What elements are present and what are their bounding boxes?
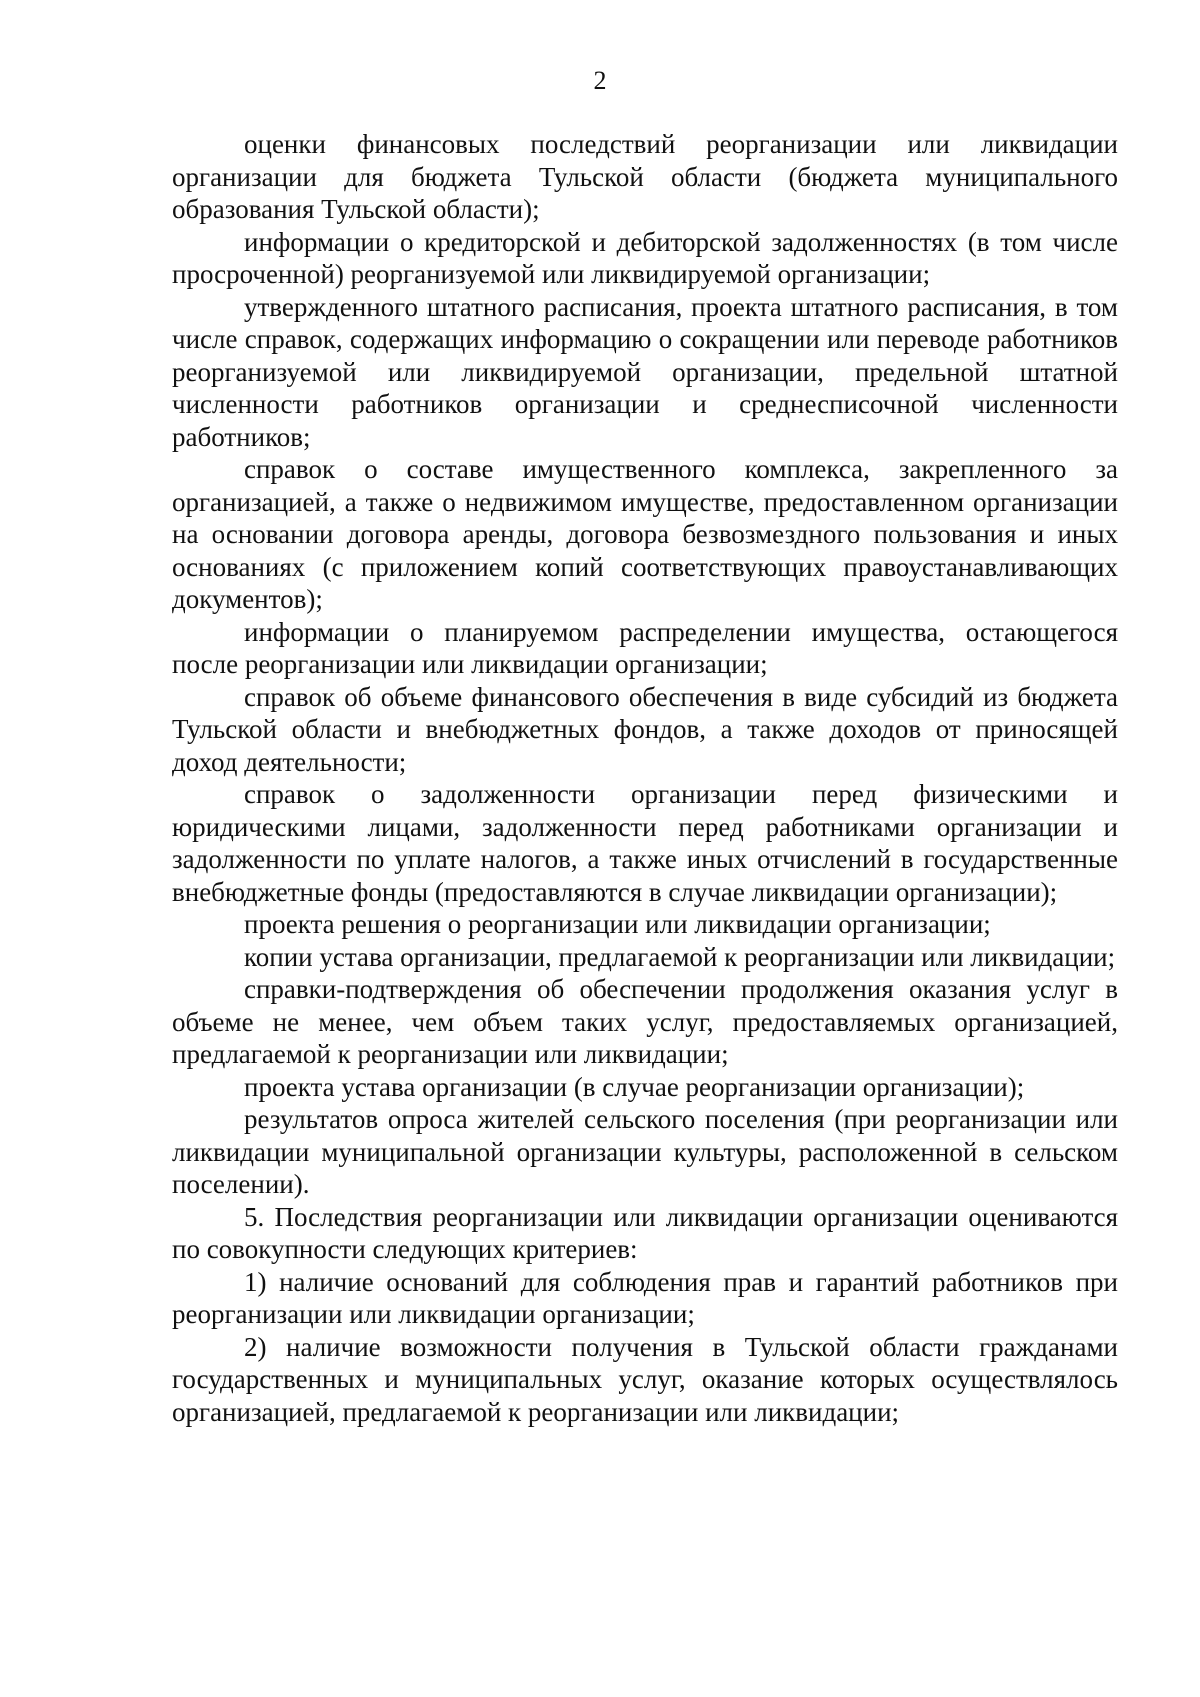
page-number: 2: [593, 66, 607, 95]
paragraph-criterion-1: 1) наличие оснований для соблюдения прав и гарантий работников при реорганизации или ликвидации организации;: [172, 1266, 1118, 1329]
paragraph-section-5: 5. Последствия реорганизации или ликвидации организации оцениваются по совокупности следующих критериев:: [172, 1201, 1118, 1264]
paragraph-debt-info: справок о задолженности организации перед физическими и юридическими лицами, задолженности перед работниками организации и задолженности по уплате налогов, а также иных отчислений в государственные внебюджетные фонды (предоставляются в случае ликвидации организации);: [172, 779, 1118, 907]
paragraph-financial-support: справок об объеме финансового обеспечения в виде субсидий из бюджета Тульской области и внебюджетных фондов, а также доходов от приносящей доход деятельности;: [172, 681, 1118, 777]
paragraph-creditor-debtor-info: информации о кредиторской и дебиторской задолженностях (в том числе просроченной) реорганизуемой или ликвидируемой организации;: [172, 226, 1118, 289]
paragraph-property-distribution: информации о планируемом распределении имущества, остающегося после реорганизации или ликвидации организации;: [172, 616, 1118, 679]
paragraph-survey-results: результатов опроса жителей сельского поселения (при реорганизации или ликвидации муниципальной организации культуры, расположенной в сельском поселении).: [172, 1104, 1118, 1199]
paragraph-staff-schedule: утвержденного штатного расписания, проекта штатного расписания, в том числе справок, содержащих информацию о сокращении или переводе работников реорганизуемой или ликвидируемой организации, предельной штатной численности работников организации и среднесписочной численности работников;: [172, 291, 1118, 452]
paragraph-draft-charter: проекта устава организации (в случае реорганизации организации);: [244, 1071, 1025, 1102]
paragraph-criterion-2: 2) наличие возможности получения в Тульской области гражданами государственных и муниципальных услуг, оказание которых осуществлялось организацией, предлагаемой к реорганизации или ликвидации;: [172, 1331, 1118, 1427]
paragraph-draft-decision: проекта решения о реорганизации или ликвидации организации;: [244, 909, 991, 939]
paragraph-financial-consequences: оценки финансовых последствий реорганизации или ликвидации организации для бюджета Тульской области (бюджета муниципального образования Тульской области);: [172, 129, 1118, 224]
paragraph-charter-copy: копии устава организации, предлагаемой к реорганизации или ликвидации;: [244, 941, 1116, 972]
paragraph-service-continuity: справки-подтверждения об обеспечении продолжения оказания услуг в объеме не менее, чем объем таких услуг, предоставляемых организацией, предлагаемой к реорганизации или ликвидации;: [172, 974, 1118, 1069]
paragraph-property-complex: справок о составе имущественного комплекса, закрепленного за организацией, а также о недвижимом имуществе, предоставленном организации на основании договора аренды, договора безвозмездного пользования и иных основаниях (с приложением копий соответствующих правоустанавливающих документов);: [172, 454, 1118, 614]
document-body: [172, 128, 1118, 1428]
